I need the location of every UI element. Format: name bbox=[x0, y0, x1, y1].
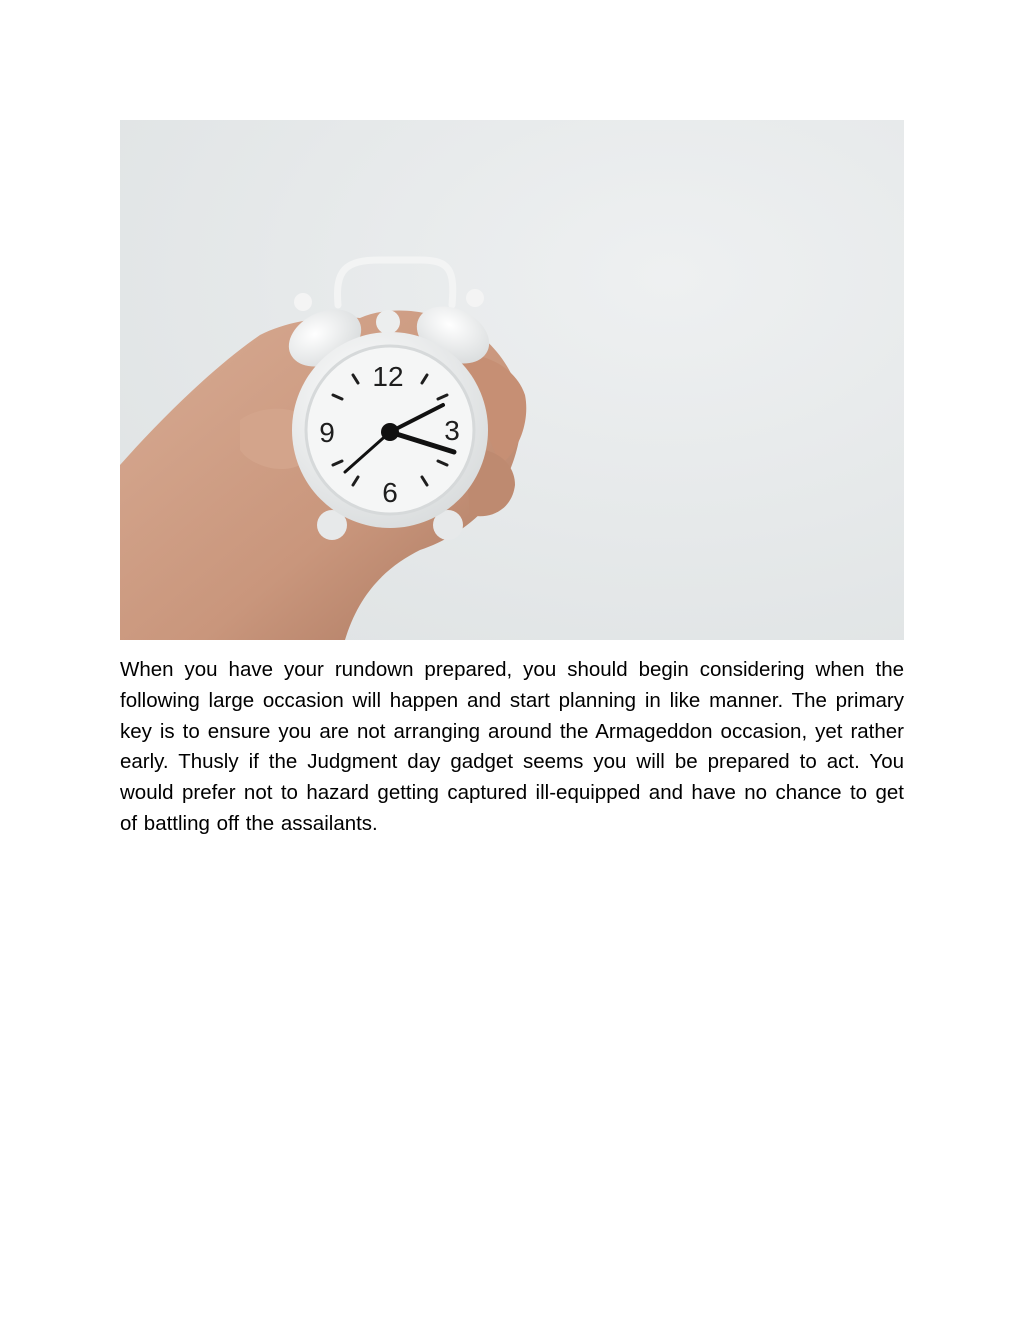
body-paragraph: When you have your rundown prepared, you should begin considering when the following large occasion will happen and start planning in like manner. The primary key is to ensure you are not arranging around the Armageddon occasion, yet rather early. Thusly if the Judgment day gadget seems you will be prepared to act. You would prefer not to hazard getting captured ill-equipped and have no chance to get of battling off the assailants. bbox=[120, 658, 904, 835]
alarm-clock-photo bbox=[120, 120, 904, 640]
clock-numeral-9: 9 bbox=[319, 417, 335, 448]
clock-numeral-3: 3 bbox=[444, 415, 460, 446]
clock-numeral-6: 6 bbox=[382, 477, 398, 508]
clock-numeral-12: 12 bbox=[372, 361, 404, 392]
